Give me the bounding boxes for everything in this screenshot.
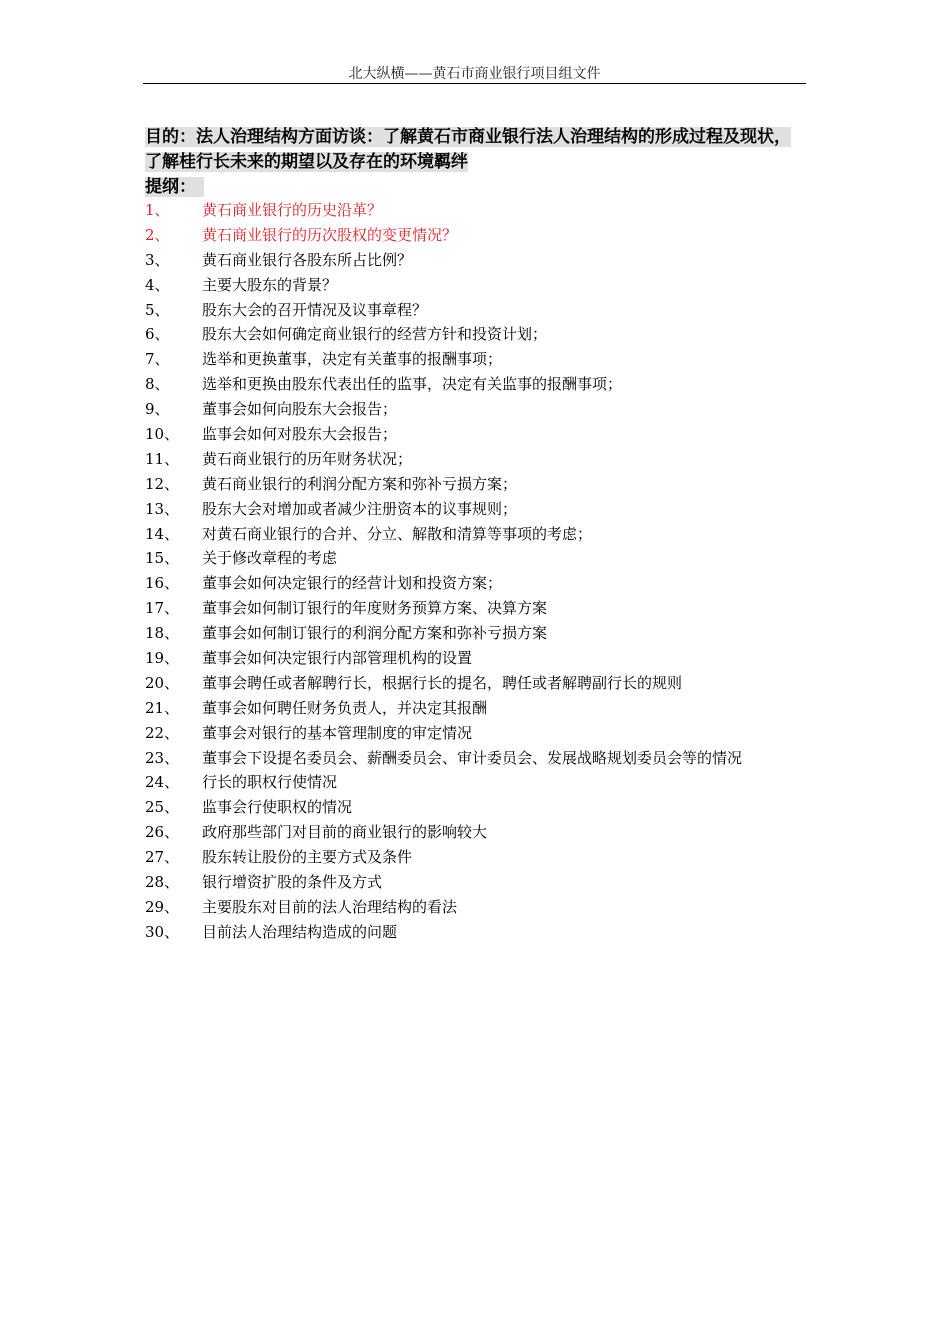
outline-item <box>145 571 825 596</box>
outline-item-text: 股东大会对增加或者减少注册资本的议事规则； <box>202 499 518 518</box>
outline-list <box>145 198 825 945</box>
outline-item <box>145 397 825 422</box>
outline-item-number: 7、 <box>145 350 170 369</box>
outline-item-number: 13、 <box>145 499 180 518</box>
outline-item-number: 19、 <box>145 649 180 668</box>
outline-item-number: 2、 <box>145 225 170 244</box>
outline-item-text: 黄石商业银行的利润分配方案和弥补亏损方案； <box>202 474 518 493</box>
outline-item-number: 9、 <box>145 400 170 419</box>
outline-item <box>145 422 825 447</box>
outline-item <box>145 671 825 696</box>
outline-item <box>145 248 825 273</box>
outline-item-number: 26、 <box>145 823 180 842</box>
outline-item-number: 23、 <box>145 748 180 767</box>
outline-item-number: 6、 <box>145 325 170 344</box>
outline-item <box>145 621 825 646</box>
outline-item-text: 董事会如何制订银行的年度财务预算方案、决算方案 <box>202 599 548 618</box>
outline-item-number: 29、 <box>145 897 180 916</box>
outline-item <box>145 795 825 820</box>
outline-item-number: 20、 <box>145 673 180 692</box>
outline-item <box>145 347 825 372</box>
outline-item-text: 主要股东对目前的法人治理结构的看法 <box>202 897 458 916</box>
outline-label: 提纲： <box>145 177 204 197</box>
outline-item-number: 27、 <box>145 848 180 867</box>
outline-item <box>145 721 825 746</box>
outline-item-text: 选举和更换董事，决定有关董事的报酬事项； <box>202 350 503 369</box>
outline-item <box>145 472 825 497</box>
outline-item <box>145 696 825 721</box>
outline-item <box>145 223 825 248</box>
outline-item-text: 选举和更换由股东代表出任的监事，决定有关监事的报酬事项； <box>202 375 623 394</box>
outline-item-number: 18、 <box>145 624 180 643</box>
outline-item <box>145 596 825 621</box>
outline-item-number: 4、 <box>145 275 170 294</box>
outline-item-number: 21、 <box>145 698 180 717</box>
outline-item-text: 股东大会如何确定商业银行的经营方针和投资计划； <box>202 325 548 344</box>
outline-item <box>145 522 825 547</box>
purpose-heading <box>145 125 807 175</box>
outline-item <box>145 372 825 397</box>
outline-item-text: 关于修改章程的考虑 <box>202 549 338 568</box>
outline-item-text: 董事会对银行的基本管理制度的审定情况 <box>202 723 473 742</box>
outline-item-number: 16、 <box>145 574 180 593</box>
outline-item-text: 黄石商业银行的历次股权的变更情况？ <box>202 225 458 244</box>
outline-item-text: 黄石商业银行的历史沿革？ <box>202 201 383 219</box>
outline-item-text: 黄石商业银行各股东所占比例？ <box>202 250 413 269</box>
outline-item-text: 董事会如何向股东大会报告； <box>202 400 398 419</box>
outline-item-number: 10、 <box>145 425 180 444</box>
outline-item-text: 目前法人治理结构造成的问题 <box>202 922 398 941</box>
outline-item <box>145 447 825 472</box>
outline-item <box>145 770 825 795</box>
outline-item-text: 黄石商业银行的历年财务状况； <box>202 449 413 468</box>
outline-item <box>145 746 825 771</box>
outline-item-number: 28、 <box>145 873 180 892</box>
outline-item-text: 行长的职权行使情况 <box>202 773 338 792</box>
purpose-text: 目的：法人治理结构方面访谈：了解黄石市商业银行法人治理结构的形成过程及现状，了解桂行长未来的期望以及存在的环境羁绊 <box>145 127 791 172</box>
outline-item <box>145 820 825 845</box>
outline-item-number: 17、 <box>145 599 180 618</box>
outline-item-text: 董事会聘任或者解聘行长，根据行长的提名，聘任或者解聘副行长的规则 <box>202 673 683 692</box>
outline-item-number: 24、 <box>145 773 180 792</box>
outline-item <box>145 198 825 223</box>
outline-item-number: 11、 <box>145 449 180 468</box>
outline-item-number: 30、 <box>145 922 180 941</box>
header-rule <box>143 83 806 84</box>
outline-item-number: 8、 <box>145 375 170 394</box>
outline-item <box>145 322 825 347</box>
outline-item-number: 1、 <box>145 201 170 219</box>
outline-item <box>145 870 825 895</box>
outline-item-number: 14、 <box>145 524 180 543</box>
outline-item-number: 12、 <box>145 474 180 493</box>
document-header: 北大纵横——黄石市商业银行项目组文件 <box>348 66 601 82</box>
outline-item-text: 董事会如何制订银行的利润分配方案和弥补亏损方案 <box>202 624 548 643</box>
outline-item-text: 董事会如何决定银行内部管理机构的设置 <box>202 649 473 668</box>
outline-item <box>145 895 825 920</box>
outline-item-text: 主要大股东的背景？ <box>202 275 338 294</box>
outline-item <box>145 546 825 571</box>
outline-item-text: 董事会如何聘任财务负责人，并决定其报酬 <box>202 698 488 717</box>
outline-item <box>145 920 825 945</box>
outline-item <box>145 646 825 671</box>
outline-item-text: 股东转让股份的主要方式及条件 <box>202 848 413 867</box>
outline-item-number: 25、 <box>145 798 180 817</box>
outline-item-text: 银行增资扩股的条件及方式 <box>202 873 383 892</box>
outline-item-number: 5、 <box>145 300 170 319</box>
outline-item <box>145 845 825 870</box>
outline-item <box>145 497 825 522</box>
outline-item-text: 董事会下设提名委员会、薪酬委员会、审计委员会、发展战略规划委员会等的情况 <box>202 748 743 767</box>
outline-item-text: 监事会行使职权的情况 <box>202 798 353 817</box>
outline-item-text: 对黄石商业银行的合并、分立、解散和清算等事项的考虑； <box>202 524 593 543</box>
outline-item <box>145 273 825 298</box>
outline-item-number: 22、 <box>145 723 180 742</box>
outline-item-text: 政府那些部门对目前的商业银行的影响较大 <box>202 823 488 842</box>
outline-item-text: 股东大会的召开情况及议事章程？ <box>202 300 428 319</box>
outline-item-text: 董事会如何决定银行的经营计划和投资方案； <box>202 574 503 593</box>
outline-item-text: 监事会如何对股东大会报告； <box>202 425 398 444</box>
outline-heading <box>145 175 204 200</box>
outline-item-number: 3、 <box>145 250 170 269</box>
outline-item-number: 15、 <box>145 549 180 568</box>
outline-item <box>145 298 825 323</box>
